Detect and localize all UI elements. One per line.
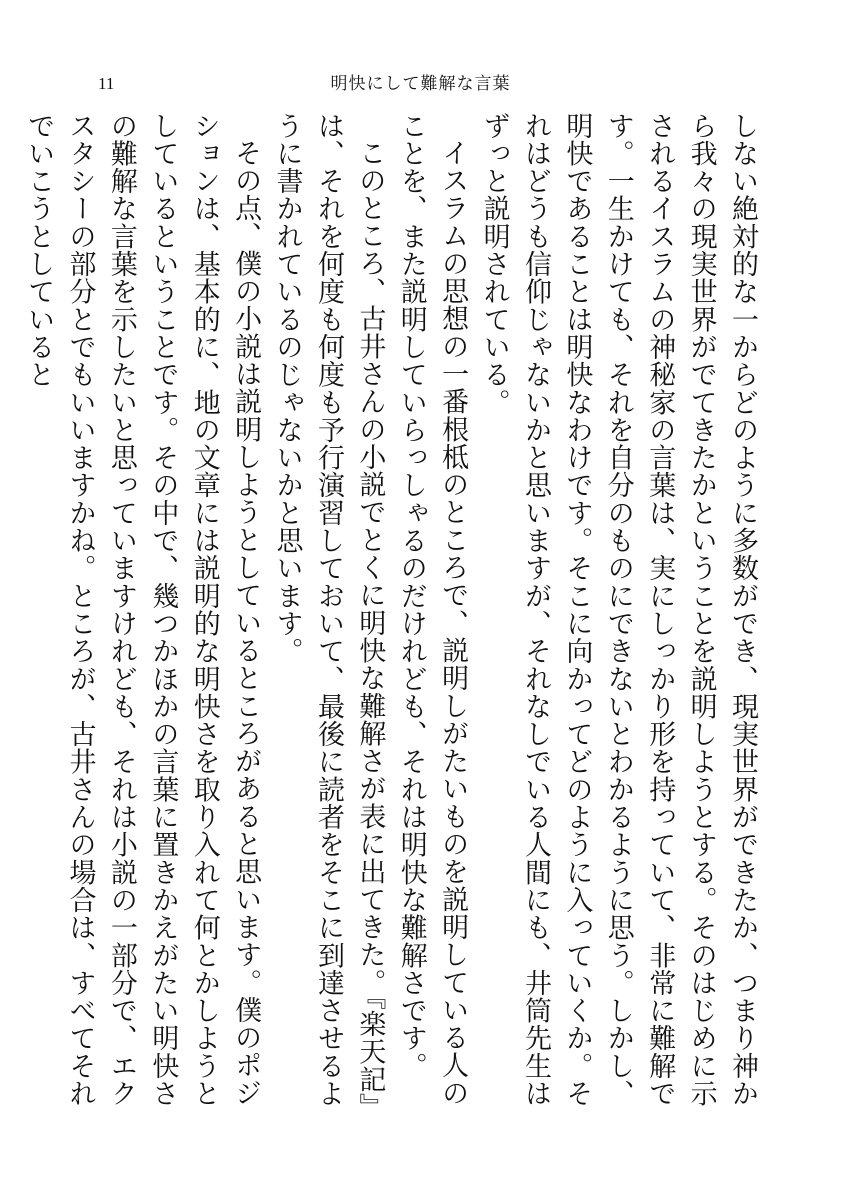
- running-title: 明快にして難解な言葉: [330, 74, 511, 94]
- paragraph-1: しない絶対的な一からどのように多数ができ、現実世界ができたか、つまり神から我々の現実世界がでてきたかということを説明しようとする。そのはじめに示されるイスラムの神秘家の言葉は、実にしっかり形を持っていて、非常に難解です。一生かけても、それを自分のものにできないとわかるように思う。しかし、明快であることは明快なわけです。そこに向かってどのように入っていくか。それはどうも信仰じゃないかと思いますが、それなしでいる人間にも、井筒先生はずっと説明されている。: [478, 112, 758, 1108]
- paragraph-3: このところ、古井さんの小説でとくに明快な難解さが表に出てきた。『楽天記』は、それを何度も何度も予行演習しておいて、最後に読者をそこに到達させるように書かれているのじゃないかと思います。: [271, 112, 386, 1121]
- paragraph-2: イスラムの思想の一番根柢のところで、説明しがたいものを説明している人のことを、また説明していらっしゃるのだけれども、それは明快な難解さです。: [395, 112, 469, 1107]
- page-number: 11: [98, 74, 115, 93]
- vertical-body-text: [23, 112, 763, 1122]
- paragraph-4: その点、僕の小説は説明しようとしているところがあると思います。僕のポジションは、基本的に、地の文章には説明的な明快さを取り入れて何とかしようとしているということです。その中で、幾つかほかの言葉に置きかえがたい明快さの難解な言葉を示したいと思っていますけれども、それは小説の一部分で、エクスタシーの部分とでもいいますかね。ところが、古井さんの場合は、すべてそれでいこうとしていると: [23, 112, 262, 1108]
